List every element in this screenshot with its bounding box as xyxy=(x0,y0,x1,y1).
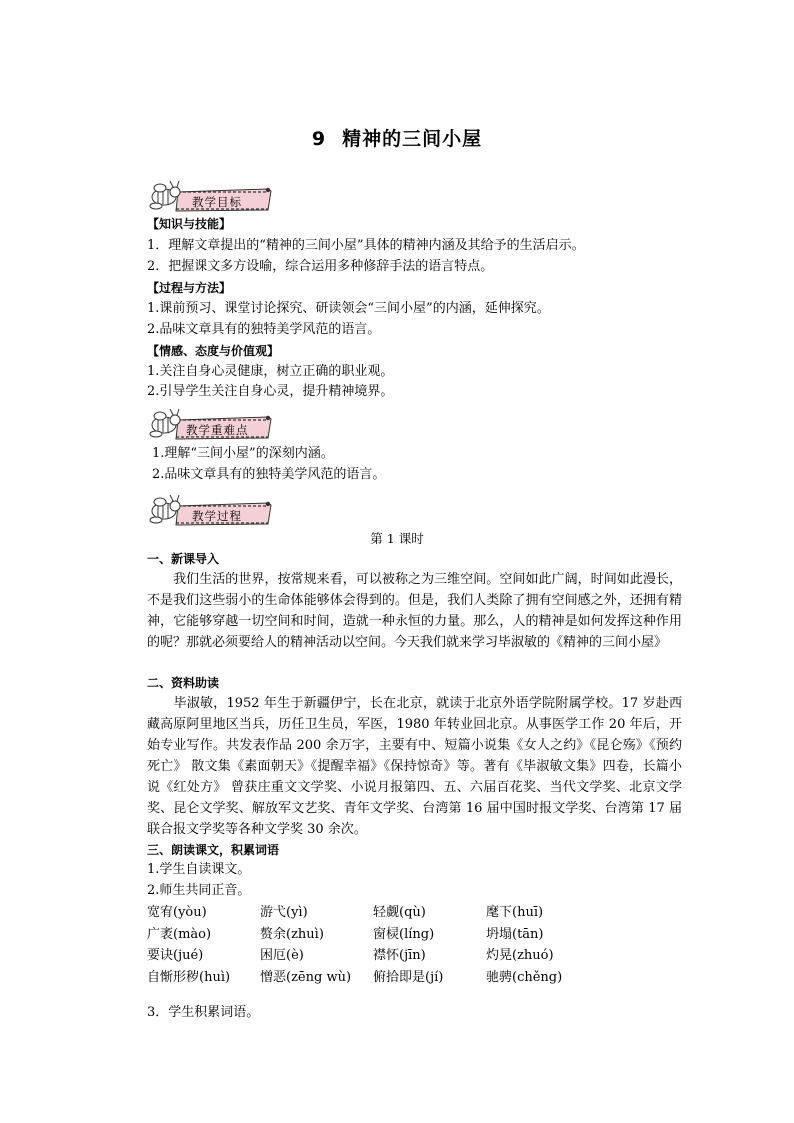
emotion-item-1: 1.关注自身心灵健康，树立正确的职业观。 xyxy=(147,364,394,379)
vocab-word: 广袤(mào) xyxy=(147,926,212,942)
author-paragraph: 毕淑敏，1952 年生于新疆伊宁，长在北京，就读于北京外语学院附属学校。17 岁赴西藏高原阿里地区当兵，历任卫生员，军医，1980 年转业回北京。从事医学工作 20 年后，开始专业写作。共发表作品 200 余万字，主要有中、短篇小说集《女人之约》《昆仑殇》《预约死亡》 散文集《素面朝天》《提醒幸福》《保持惊奇》等。著有《毕淑敏文集》四卷，长篇小说《红处方》 曾获庄重文文学奖、小说月报第四、五、六届百花奖、当代文学奖、北京文学奖、昆仑文学奖、解放军文艺奖、青年文学奖、台湾第 16 届中国时报文学奖、台湾第 17 届联合报文学奖等各种文学奖 30 余次。 xyxy=(147,696,682,837)
process-item-1: 1.课前预习、课堂讨论探究、研读领会“三间小屋”的内涵，延伸探究。 xyxy=(147,301,550,316)
vocab-word: 麾下(huī) xyxy=(486,905,544,920)
vocab-word: 赘余(zhuì) xyxy=(260,926,324,942)
vocab-word: 游弋(yì) xyxy=(260,905,308,920)
process-item-2: 2.品味文章具有的独特美学风范的语言。 xyxy=(147,322,381,337)
emotion-item-2: 2.引导学生关注自身心灵，提升精神境界。 xyxy=(147,384,394,399)
section-badge-objectives xyxy=(148,180,273,214)
vocab-table xyxy=(147,902,599,988)
badge-label: 教学重难点 xyxy=(186,423,249,437)
key-point-1: 1.理解“三间小屋”的深刻内涵。 xyxy=(152,446,334,461)
vocab-word: 驰骋(chěng) xyxy=(486,969,563,985)
step-read-aloud: 1.学生自读课文。 xyxy=(147,862,251,877)
vocab-word: 俯拾即是(jí) xyxy=(373,969,444,985)
vocab-row xyxy=(147,924,599,946)
vocab-row xyxy=(147,902,599,924)
vocab-word: 困厄(è) xyxy=(260,948,304,963)
step-pronunciation: 2.师生共同正音。 xyxy=(147,883,251,898)
section-reading-heading: 二、资料助读 xyxy=(147,676,220,690)
intro-paragraph: 我们生活的世界，按常规来看，可以被称之为三维空间。空间如此广阔，时间如此漫长，不是我们这些弱小的生命体能够体会得到的。但是，我们人类除了拥有空间感之外，还拥有精神，它能够穿越一切空间和时间，造就一种永恒的力量。那么，人的精神是如何发挥这种作用的呢？那就必须要给人的精神活动以空间。今天我们就来学习毕淑敏的《精神的三间小屋》 xyxy=(147,572,682,650)
lesson-period: 第 1 课时 xyxy=(370,531,424,546)
lesson-number: 9 xyxy=(311,128,327,150)
vocab-word: 襟怀(jīn) xyxy=(373,948,426,963)
badge-label: 教学目标 xyxy=(192,195,242,209)
process-heading: 【过程与方法】 xyxy=(147,281,232,295)
vocab-word: 要诀(jué) xyxy=(147,948,204,963)
vocab-word: 宽宥(yòu) xyxy=(147,905,207,920)
step-accumulate: 3．学生积累词语。 xyxy=(147,1005,260,1020)
vocab-word: 灼晃(zhuó) xyxy=(486,948,554,963)
vocab-row xyxy=(147,967,599,989)
emotion-heading: 【情感、态度与价值观】 xyxy=(147,344,280,358)
section-badge-key-points xyxy=(148,408,273,442)
section-intro-heading: 一、新课导入 xyxy=(147,552,220,566)
lesson-title: 精神的三间小屋 xyxy=(342,128,483,150)
page-title xyxy=(0,124,794,151)
knowledge-item-2: 2．把握课文多方设喻，综合运用多种修辞手法的语言特点。 xyxy=(147,259,494,274)
vocab-word: 自惭形秽(huì) xyxy=(147,969,231,985)
section-badge-process xyxy=(148,494,273,528)
vocab-word: 窗棂(líng) xyxy=(373,926,435,942)
vocab-word: 坍塌(tān) xyxy=(486,926,544,942)
vocab-word: 憎恶(zēng wù) xyxy=(260,969,352,985)
section-vocab-heading: 三、朗读课文，积累词语 xyxy=(147,843,280,857)
knowledge-heading: 【知识与技能】 xyxy=(147,217,232,231)
knowledge-item-1: 1．理解文章提出的“精神的三间小屋”具体的精神内涵及其给予的生活启示。 xyxy=(147,238,585,253)
vocab-row xyxy=(147,945,599,967)
key-point-2: 2.品味文章具有的独特美学风范的语言。 xyxy=(152,467,386,482)
badge-label: 教学过程 xyxy=(192,509,242,523)
vocab-word: 轻觑(qù) xyxy=(373,905,426,920)
